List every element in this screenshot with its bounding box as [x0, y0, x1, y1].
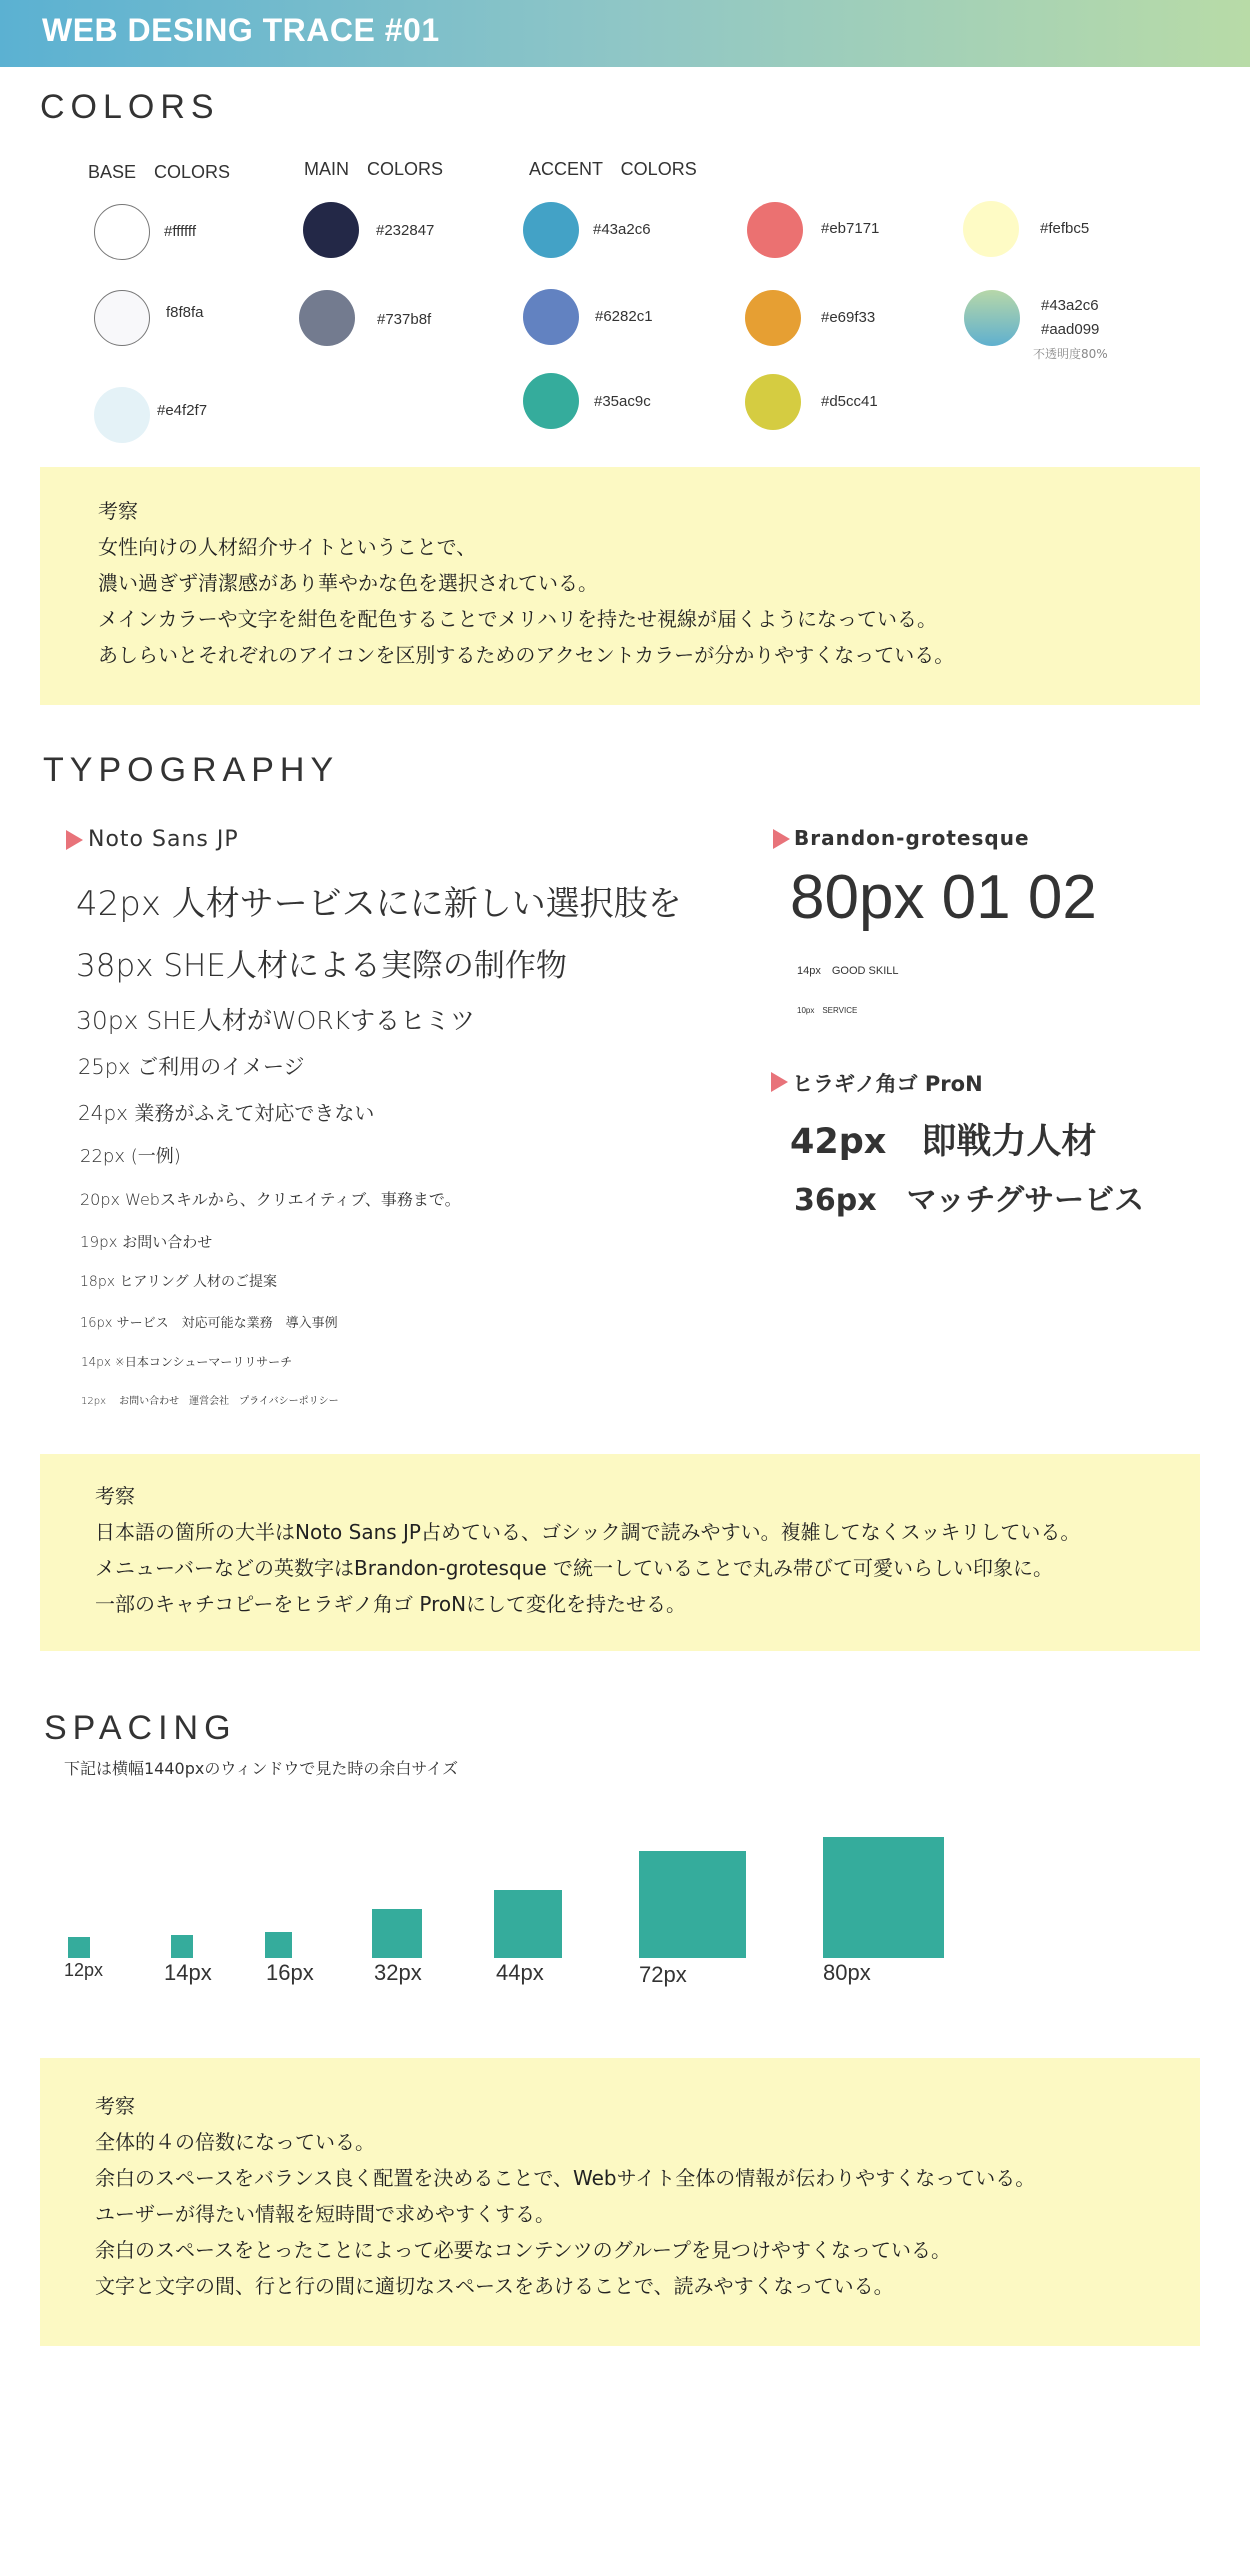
opacity-note: 不透明度80% — [1033, 347, 1108, 361]
type-sample-30: 30px SHE人材がWORKするヒミツ — [76, 1006, 476, 1035]
type-sample-14: 14px ※日本コンシューマーリリサーチ — [81, 1355, 293, 1369]
header-bar — [0, 0, 1250, 67]
swatch-737b8f — [299, 290, 355, 346]
hex-label: #eb7171 — [821, 220, 880, 237]
spacing-square-72 — [639, 1851, 746, 1958]
type-sample-25: 25px ご利用のイメージ — [78, 1055, 305, 1079]
note-line: メインカラーや文字を紺色を配色することでメリハリを持たせ視線が届くようになっている。 — [98, 607, 937, 631]
spacing-section-title: SPACING — [44, 1709, 237, 1747]
type-sample-38: 38px SHE人材による実際の制作物 — [76, 948, 567, 984]
note-line: 余白のスペースをバランス良く配置を決めることで、Webサイト全体の情報が伝わりやすくなっている。 — [95, 2166, 1036, 2190]
type-sample-brandon-10: 10px SERVICE — [797, 1006, 858, 1015]
swatch-6282c1 — [523, 289, 579, 345]
spacing-square-16 — [265, 1932, 292, 1958]
swatch-e4f2f7 — [94, 387, 150, 443]
hex-label: #43a2c6 — [1041, 297, 1099, 314]
hex-label: #e69f33 — [821, 309, 876, 326]
swatch-35ac9c — [523, 373, 579, 429]
note-heading: 考察 — [95, 1484, 135, 1508]
type-sample-hiragino-42: 42px 即戦力人材 — [790, 1122, 1097, 1162]
hex-label: #e4f2f7 — [157, 402, 208, 419]
swatch-f8f8fa — [94, 290, 150, 346]
note-line: ユーザーが得たい情報を短時間で求めやすくする。 — [95, 2202, 555, 2226]
type-sample-24: 24px 業務がふえて対応できない — [78, 1101, 375, 1125]
note-box-spacing — [40, 2058, 1200, 2346]
type-sample-22: 22px (一例) — [80, 1146, 181, 1167]
font-name-brandon: Brandon-grotesque — [794, 826, 1030, 850]
note-line: あしらいとそれぞれのアイコンを区別するためのアクセントカラーが分かりやすくなっている。 — [98, 643, 955, 667]
note-line: 一部のキャチコピーをヒラギノ角ゴ ProNにして変化を持たせる。 — [95, 1592, 687, 1616]
type-sample-hiragino-36: 36px マッチグサービス — [794, 1183, 1145, 1218]
swatch-ffffff — [94, 204, 150, 260]
typography-section-title: TYPOGRAPHY — [43, 751, 340, 789]
spacing-label: 14px — [164, 1960, 212, 1985]
note-line: 全体的４の倍数になっている。 — [95, 2130, 375, 2154]
hex-label: #35ac9c — [594, 393, 651, 410]
main-colors-heading: MAIN COLORS — [304, 159, 444, 179]
spacing-square-80 — [823, 1837, 944, 1958]
font-name-hiragino: ヒラギノ角ゴ ProN — [792, 1072, 983, 1096]
type-sample-80: 80px 01 02 — [790, 863, 1097, 932]
triangle-marker-icon — [771, 1072, 788, 1092]
type-sample-16: 16px サービス 対応可能な業務 導入事例 — [80, 1316, 338, 1331]
note-line: 文字と文字の間、行と行の間に適切なスペースをあけることで、読みやすくなっている。 — [95, 2274, 894, 2298]
hex-label: #43a2c6 — [593, 221, 651, 238]
note-heading: 考察 — [95, 2094, 135, 2118]
type-sample-42: 42px 人材サービスにに新しい選択肢を — [76, 884, 682, 924]
spacing-label: 16px — [266, 1960, 314, 1985]
note-line: 日本語の箇所の大半はNoto Sans JP占めている、ゴシック調で読みやすい。複雑してなくスッキリしている。 — [95, 1520, 1081, 1544]
spacing-label: 80px — [823, 1960, 871, 1985]
spacing-square-44 — [494, 1890, 562, 1958]
hex-label: f8f8fa — [166, 304, 204, 321]
hex-label: #fefbc5 — [1040, 220, 1090, 237]
swatch-gradient — [964, 290, 1020, 346]
triangle-marker-icon — [773, 829, 790, 849]
accent-colors-heading: ACCENT COLORS — [529, 159, 697, 179]
hex-label: #737b8f — [377, 311, 432, 328]
note-box-typography — [40, 1454, 1200, 1651]
type-sample-18: 18px ヒアリング 人材のご提案 — [80, 1274, 278, 1290]
spacing-label: 44px — [496, 1960, 544, 1985]
swatch-232847 — [303, 202, 359, 258]
triangle-marker-icon — [66, 830, 83, 850]
type-sample-20: 20px Webスキルから、クリエイティブ、事務まで。 — [80, 1190, 461, 1209]
spacing-square-12 — [68, 1937, 90, 1958]
note-line: 濃い過ぎず清潔感があり華やかな色を選択されている。 — [98, 571, 598, 595]
font-name-noto: Noto Sans JP — [88, 827, 239, 852]
spacing-square-14 — [171, 1935, 193, 1958]
hex-label: #232847 — [376, 222, 435, 239]
hex-label: #ffffff — [164, 223, 196, 240]
note-line: 余白のスペースをとったことによって必要なコンテンツのグループを見つけやすくなっている。 — [95, 2238, 951, 2262]
spacing-label: 72px — [639, 1962, 687, 1987]
note-line: 女性向けの人材紹介サイトということで、 — [98, 535, 477, 559]
spacing-label: 12px — [64, 1960, 104, 1980]
hex-label: #6282c1 — [595, 308, 653, 325]
page-title: WEB DESING TRACE #01 — [42, 12, 440, 48]
hex-label: #d5cc41 — [821, 393, 878, 410]
type-sample-12: 12px お問い合わせ 運営会社 プライバシーポリシー — [81, 1396, 339, 1407]
base-colors-heading: BASE COLORS — [88, 162, 231, 182]
note-line: メニューバーなどの英数字はBrandon-grotesque で統一していることで丸み帯びて可愛いらしい印象に。 — [95, 1556, 1054, 1580]
swatch-d5cc41 — [745, 374, 801, 430]
spacing-subtitle: 下記は横幅1440pxのウィンドウで見た時の余白サイズ — [64, 1759, 459, 1778]
swatch-e69f33 — [745, 290, 801, 346]
type-sample-19: 19px お問い合わせ — [80, 1233, 213, 1251]
note-heading: 考察 — [98, 499, 138, 523]
swatch-eb7171 — [747, 202, 803, 258]
spacing-square-32 — [372, 1909, 422, 1958]
swatch-fefbc5 — [963, 201, 1019, 257]
swatch-43a2c6 — [523, 202, 579, 258]
spacing-label: 32px — [374, 1960, 422, 1985]
hex-label: #aad099 — [1041, 321, 1100, 338]
note-box-colors — [40, 467, 1200, 705]
colors-section-title: COLORS — [40, 88, 220, 126]
type-sample-brandon-14: 14px GOOD SKILL — [797, 965, 899, 977]
